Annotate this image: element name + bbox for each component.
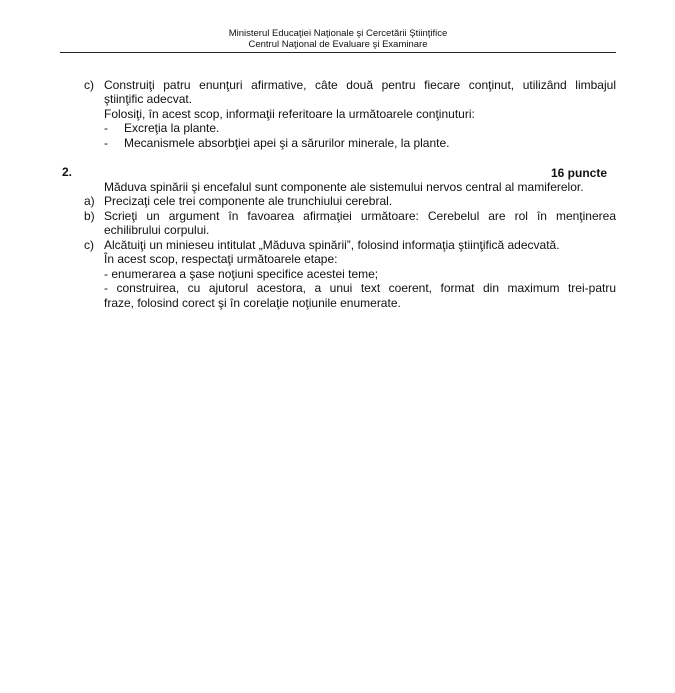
item2-c-step2-line1: - construirea, cu ajutorul acestora, a unui text coerent, format din maximum trei-patru bbox=[104, 281, 616, 295]
item2-a-text: Precizaţi cele trei componente ale trunchiului cerebral. bbox=[104, 194, 393, 208]
bullet-excretia: Excreţia la plante. bbox=[124, 121, 220, 135]
item-c-line1: Construiţi patru enunţuri afirmative, câte două pentru fiecare conţinut, utilizând limbajul bbox=[104, 78, 616, 92]
bullet-dash: - bbox=[104, 136, 108, 150]
item2-b-line2: echilibrului corpului. bbox=[104, 223, 210, 237]
item2-b-line1: Scrieţi un argument în favoarea afirmaţiei următoare: Cerebelul are rol în menţinerea bbox=[104, 209, 616, 223]
item-c-line3: Folosiţi, în acest scop, informaţii referitoare la următoarele conţinuturi: bbox=[104, 107, 475, 121]
item-c-line2: ştiinţific adecvat. bbox=[104, 92, 193, 106]
item2-c-step1: - enumerarea a şase noţiuni specifice acestei teme; bbox=[104, 267, 379, 281]
item-c-marker: c) bbox=[84, 78, 94, 92]
header-ministry: Ministerul Educaţiei Naţionale şi Cercetării Ştiinţifice bbox=[228, 28, 448, 39]
item2-b-marker: b) bbox=[84, 209, 95, 223]
item2-c-step2-line2: fraze, folosind corect şi în corelaţie noţiunile enumerate. bbox=[104, 296, 401, 310]
bullet-dash: - bbox=[104, 121, 108, 135]
bullet-mecanismele: Mecanismele absorbţiei apei şi a sărurilor minerale, la plante. bbox=[124, 136, 450, 150]
points-label: 16 puncte bbox=[551, 166, 608, 180]
item2-c-line1: Alcătuiţi un minieseu intitulat „Măduva spinării”, folosind informaţia ştiinţifică adecvată. bbox=[104, 238, 560, 252]
header-center: Centrul Naţional de Evaluare şi Examinare bbox=[248, 39, 428, 50]
item2-a-marker: a) bbox=[84, 194, 95, 208]
item-number: 2. bbox=[62, 165, 73, 179]
item2-intro: Măduva spinării şi encefalul sunt componente ale sistemului nervos central al mamiferelor. bbox=[104, 180, 584, 194]
item2-c-line2: În acest scop, respectaţi următoarele etape: bbox=[104, 252, 338, 266]
item2-c-marker: c) bbox=[84, 238, 94, 252]
